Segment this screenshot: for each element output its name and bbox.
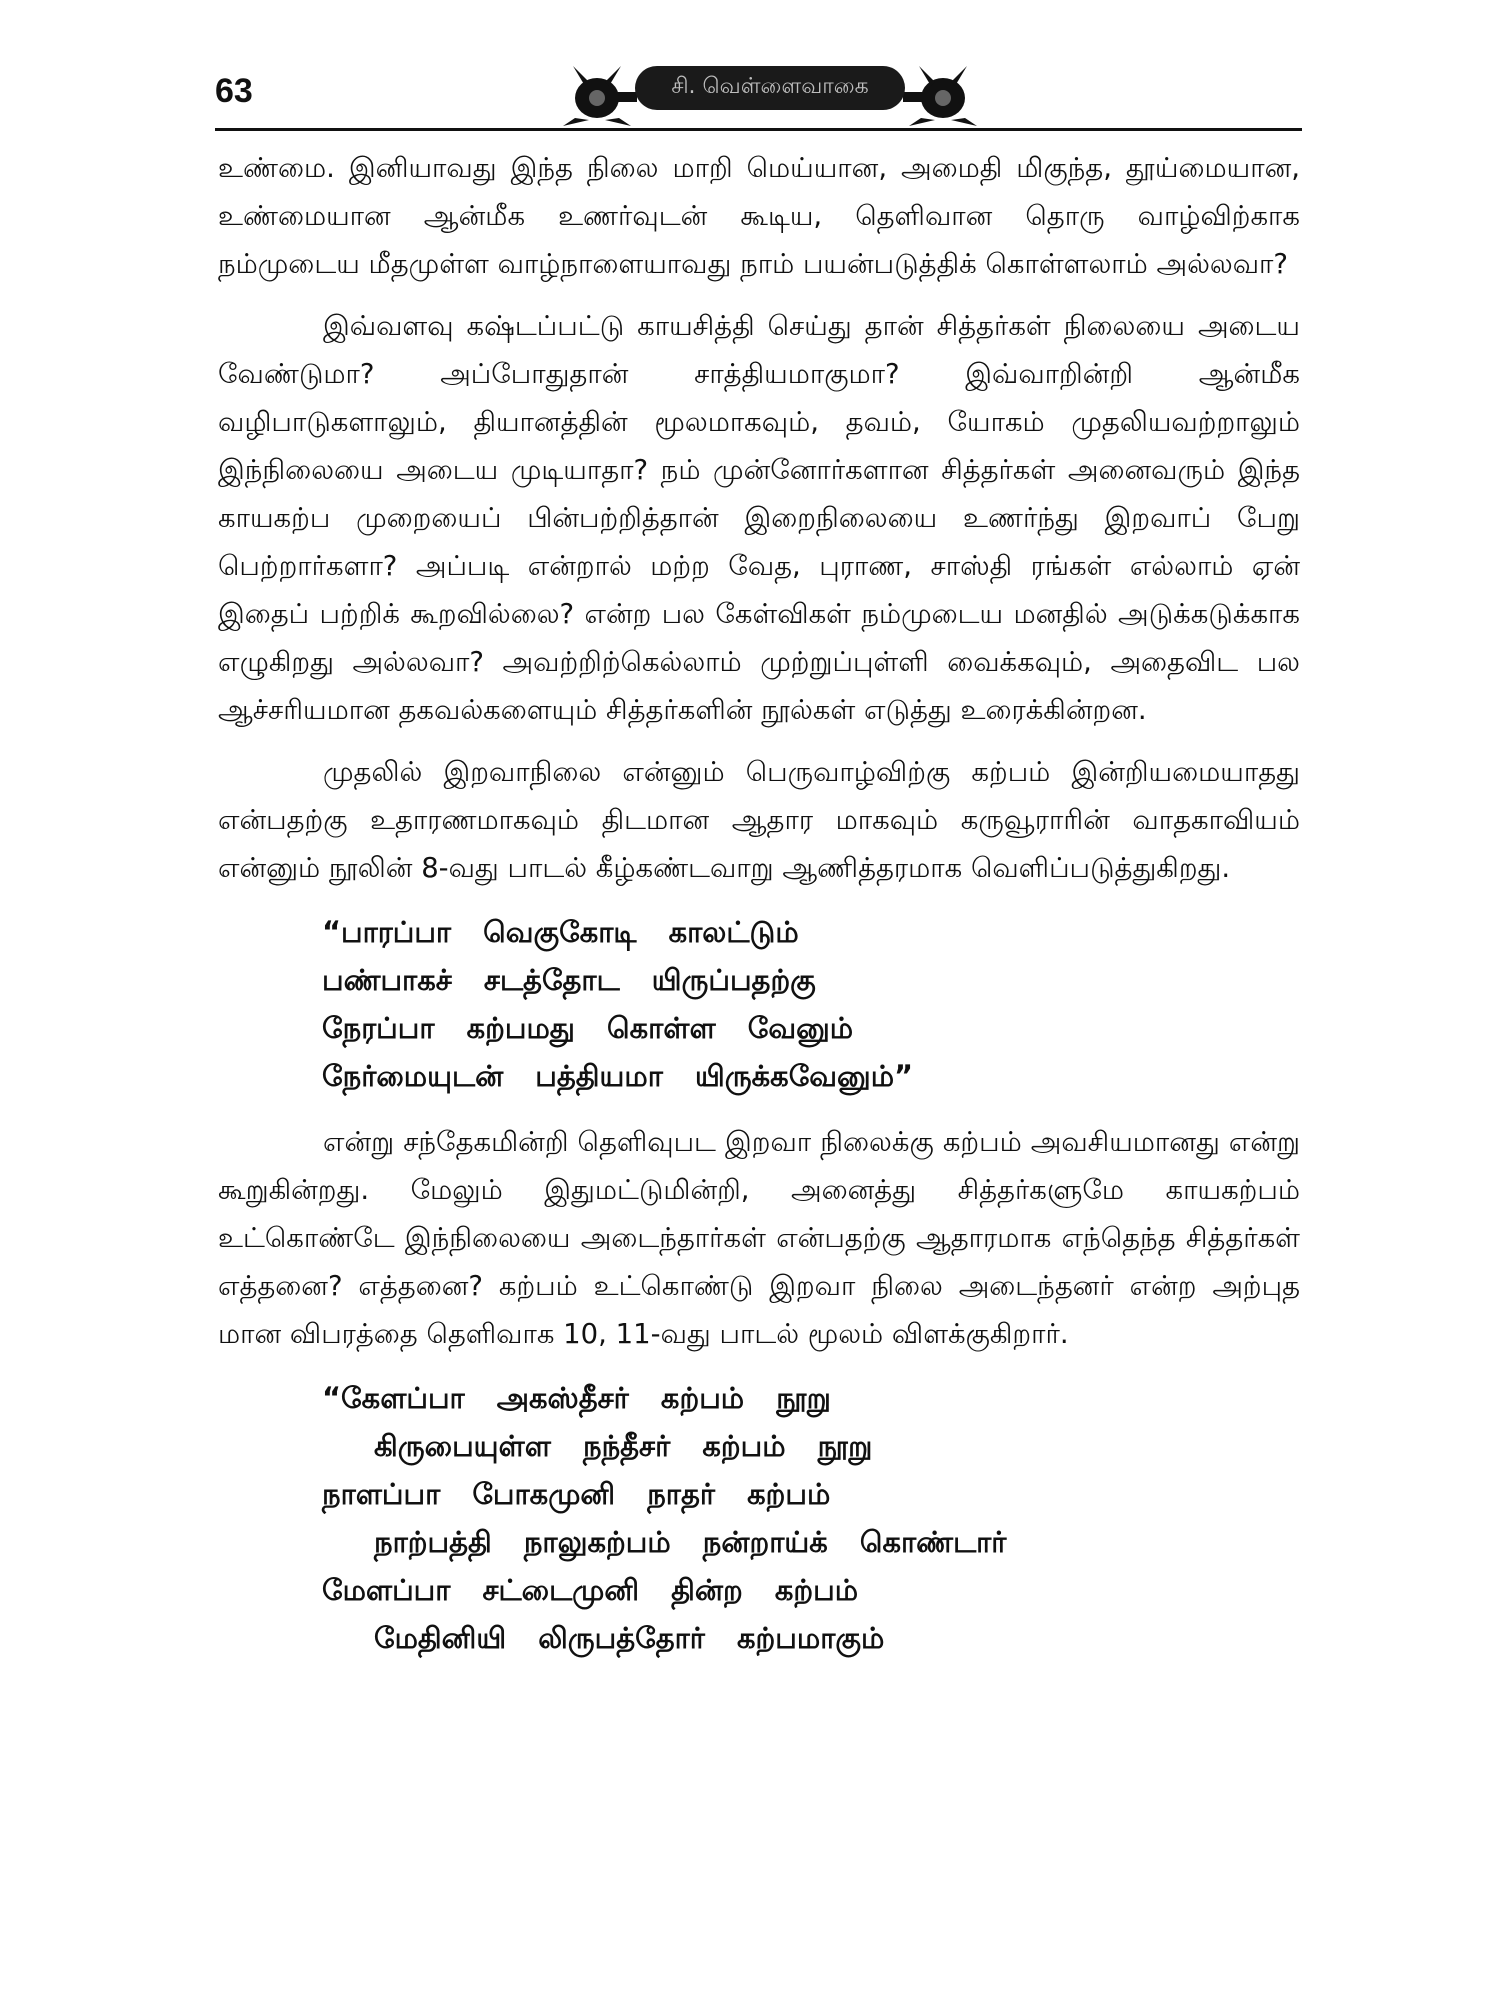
- paragraph: என்று சந்தேகமின்றி தெளிவுபட இறவா நிலைக்கு கற்பம் அவசியமானது என்று கூறுகின்றது. மேலும் இதுமட்டுமின்றி, அனைத்து சித்தர்களுமே காயகற்பம் உட்கொண்டே இந்நிலையை அடைந்தார்கள் என்பதற்கு ஆதாரமாக எந்தெந்த சித்தர்கள் எத்தனை? எத்தனை? கற்பம் உட்கொண்டு இறவா நிலை அடைந்தனர் என்ற அற்புத மான விபரத்தை தெளிவாக 10, 11-வது பாடல் மூலம் விளக்குகிறார்.: [218, 1126, 1300, 1350]
- verse-line: “கேளப்பா அகஸ்தீசர் கற்பம் நூறு: [322, 1381, 831, 1415]
- paragraph: முதலில் இறவாநிலை என்னும் பெருவாழ்விற்கு கற்பம் இன்றியமையாதது என்பதற்கு உதாரணமாகவும் திடமான ஆதார மாகவும் கருவூராரின் வாதகாவியம் என்னும் நூலின் 8-வது பாடல் கீழ்கண்டவாறு ஆணித்தரமாக வெளிப்படுத்துகிறது.: [218, 756, 1300, 884]
- verse-line: நேரப்பா கற்பமது கொள்ள வேனும்: [322, 1011, 854, 1045]
- paragraph: உண்மை. இனியாவது இந்த நிலை மாறி மெய்யான, அமைதி மிகுந்த, தூய்மையான, உண்மையான ஆன்மீக உணர்வுடன் கூடிய, தெளிவான தொரு வாழ்விற்காக நம்முடைய மீதமுள்ள வாழ்நாளையாவது நாம் பயன்படுத்திக் கொள்ளலாம் அல்லவா?: [218, 152, 1300, 280]
- header-title: சி. வெள்ளைவாகை: [635, 66, 905, 110]
- verse-line: மேதினியி லிருபத்தோர் கற்பமாகும்: [374, 1621, 885, 1655]
- verse-line: பண்பாகச் சடத்தோட யிருப்பதற்கு: [322, 963, 816, 997]
- verse-line: நாளப்பா போகமுனி நாதர் கற்பம்: [322, 1477, 831, 1511]
- header-divider: [215, 128, 1302, 131]
- paragraph: இவ்வளவு கஷ்டப்பட்டு காயசித்தி செய்து தான் சித்தர்கள் நிலையை அடைய வேண்டுமா? அப்போதுதான் சாத்தியமாகுமா? இவ்வாறின்றி ஆன்மீக வழிபாடுகளாலும், தியானத்தின் மூலமாகவும், தவம், யோகம் முதலியவற்றாலும் இந்நிலையை அடைய முடியாதா? நம் முன்னோர்களான சித்தர்கள் அனைவரும் இந்த காயகற்ப முறையைப் பின்பற்றித்தான் இறைநிலையை உணர்ந்து இறவாப் பேறு பெற்றார்களா? அப்படி என்றால் மற்ற வேத, புராண, சாஸ்தி ரங்கள் எல்லாம் ஏன் இதைப் பற்றிக் கூறவில்லை? என்ற பல கேள்விகள் நம்முடைய மனதில் அடுக்கடுக்காக எழுகிறது அல்லவா? அவற்றிற்கெல்லாம் முற்றுப்புள்ளி வைக்கவும், அதைவிட பல ஆச்சரியமான தகவல்களையும் சித்தர்களின் நூல்கள் எடுத்து உரைக்கின்றன.: [218, 310, 1300, 726]
- verse-block: [322, 908, 1300, 1100]
- verse-line: “பாரப்பா வெகுகோடி காலட்டும்: [322, 915, 799, 949]
- page-number: 63: [215, 72, 253, 110]
- verse-line: கிருபையுள்ள நந்தீசர் கற்பம் நூறு: [374, 1429, 873, 1463]
- body-text: [218, 144, 1300, 1680]
- verse-line: மேளப்பா சட்டைமுனி தின்ற கற்பம்: [322, 1573, 859, 1607]
- header-emblem: [555, 52, 985, 126]
- verse-block: [322, 1374, 1300, 1662]
- verse-line: நேர்மையுடன் பத்தியமா யிருக்கவேனும்”: [322, 1059, 914, 1093]
- verse-line: நாற்பத்தி நாலுகற்பம் நன்றாய்க் கொண்டார்: [374, 1525, 1007, 1559]
- page-header: [215, 52, 1302, 130]
